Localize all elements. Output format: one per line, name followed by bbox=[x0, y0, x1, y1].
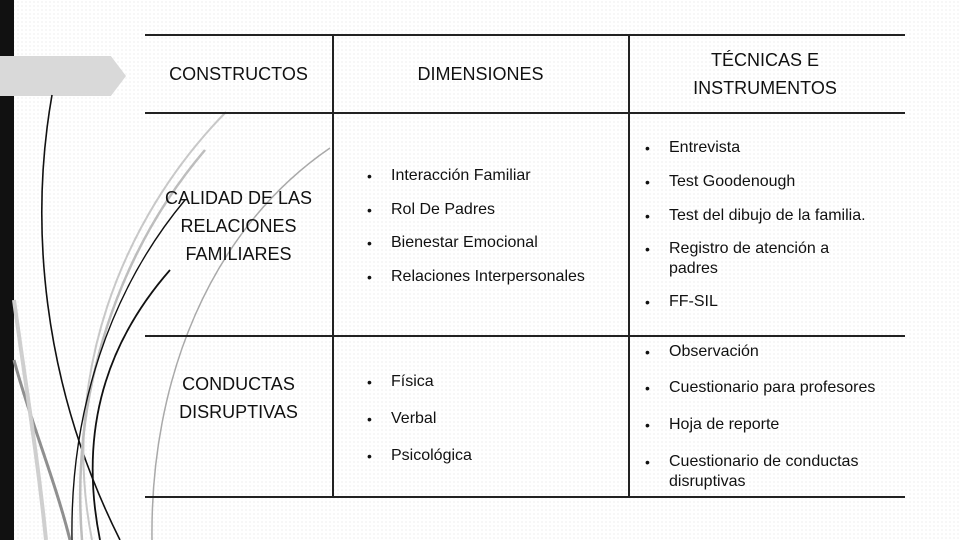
list-item: • Cuestionario de conductas disruptivas bbox=[643, 452, 909, 492]
list-item: • Cuestionario para profesores bbox=[643, 378, 905, 398]
list-item: • Test del dibujo de la familia. bbox=[643, 206, 905, 226]
construct-cell: CONDUCTAS DISRUPTIVAS bbox=[179, 374, 298, 422]
list-item: • Bienestar Emocional bbox=[365, 233, 625, 253]
list-item: • FF-SIL bbox=[643, 292, 905, 312]
technique-list bbox=[643, 138, 905, 312]
list-item: • Psicológica bbox=[365, 446, 625, 466]
header-dimensiones: DIMENSIONES bbox=[417, 64, 544, 84]
dimension-list bbox=[365, 166, 625, 287]
row-divider bbox=[145, 335, 905, 337]
list-item: • Hoja de reporte bbox=[643, 415, 905, 435]
dimension-list bbox=[365, 372, 625, 466]
column-divider bbox=[628, 34, 630, 498]
list-item: • Verbal bbox=[365, 409, 625, 429]
list-item: • Rol De Padres bbox=[365, 200, 625, 220]
table-bottom-border bbox=[145, 496, 905, 498]
header-constructos: CONSTRUCTOS bbox=[169, 64, 308, 84]
list-item: • Entrevista bbox=[643, 138, 905, 158]
list-item: • Test Goodenough bbox=[643, 172, 905, 192]
instruments-table bbox=[145, 34, 905, 498]
arrow-tab-decoration bbox=[0, 56, 126, 96]
header-tecnicas: TÉCNICAS E INSTRUMENTOS bbox=[693, 50, 837, 98]
list-item: • Observación bbox=[643, 342, 905, 362]
construct-cell: CALIDAD DE LAS RELACIONES FAMILIARES bbox=[164, 188, 313, 264]
technique-list bbox=[643, 342, 905, 492]
list-item: • Registro de atención a padres bbox=[643, 239, 859, 279]
list-item: • Interacción Familiar bbox=[365, 166, 625, 186]
list-item: • Relaciones Interpersonales bbox=[365, 267, 625, 287]
list-item: • Física bbox=[365, 372, 625, 392]
